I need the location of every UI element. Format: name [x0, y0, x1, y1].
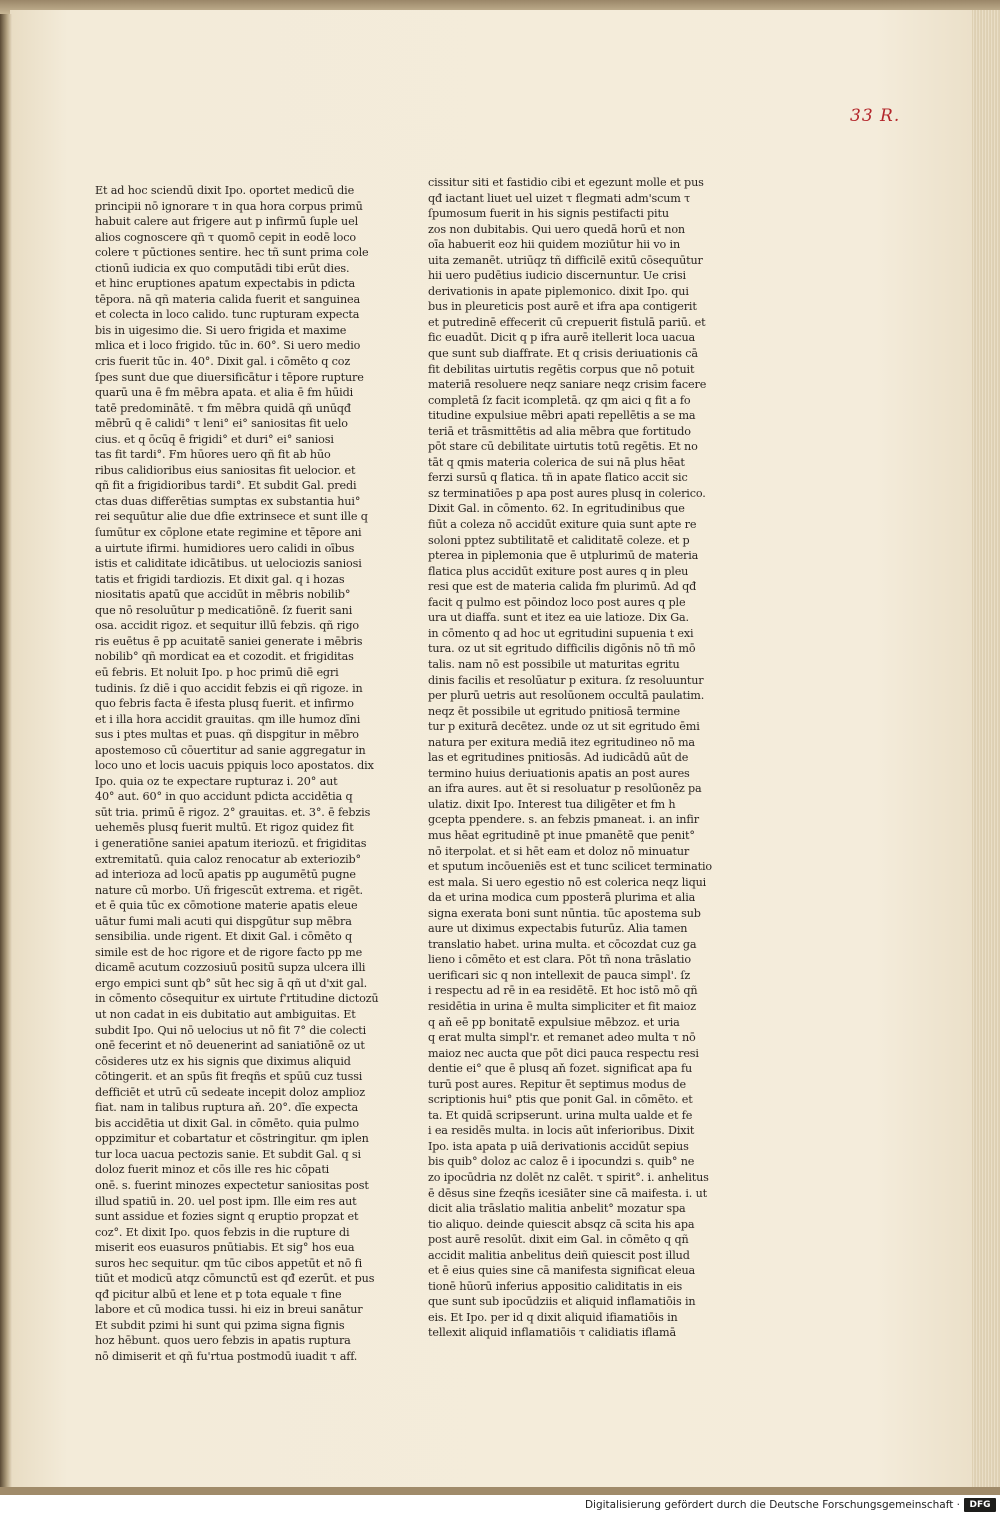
previous-page-edge — [0, 14, 12, 1495]
text-line: a uirtute ifirmi. humidiores uero calidi in oībus — [95, 541, 355, 555]
text-line: que sunt sub diaffrate. Et q crisis deriuationis cā — [428, 347, 698, 361]
text-line: accidit malitia anbelitus deiñ quiescit post illud — [428, 1248, 690, 1262]
text-line: onē. s. fuerint minozes expectetur saniositas post — [95, 1179, 369, 1192]
text-line: rei sequūtur alie due dfie extrinsece et sunt ille q — [95, 510, 368, 524]
text-line: bus in pleureticis post aurē et ifra apa contigerit — [428, 300, 697, 314]
text-line: facit q pulmo est pōindoz loco post aures q ple — [428, 595, 686, 609]
text-line: subdit Ipo. Qui nō uelocius ut nō fit 7° die colecti — [95, 1023, 367, 1037]
text-line: ctionū iudicia ex quo computādi tibi erūt dies. — [95, 261, 350, 275]
footer-credit: Digitalisierung gefördert durch die Deutsche Forschungsgemeinschaft · — [584, 1499, 960, 1511]
text-line: fiūt a coleza nō accidūt exiture quia sunt apte re — [428, 518, 697, 532]
text-line: ē dēsus sine fzeqñs icesiāter sine cā maifesta. i. ut — [428, 1186, 707, 1200]
text-line: fiat. nam in talibus ruptura aň. 20°. dīe expecta — [95, 1101, 358, 1115]
text-line: resi que est de materia calida fm plurimū. Ad qđ — [428, 580, 697, 594]
dfg-logo: DFG — [964, 1498, 996, 1512]
text-line: tur loca uacua pectozis sanie. Et subdit Gal. q si — [95, 1147, 361, 1161]
text-line: oppzimitur et cobartatur et cōstringitur. qm iplen — [95, 1132, 369, 1146]
page-stack-edge — [972, 10, 1000, 1487]
text-line: dicit alia trāslatio malitia anbelit° mozatur spa — [428, 1202, 686, 1216]
text-line: nō iterpolat. et si hēt eam et doloz nō minuatur — [428, 844, 690, 858]
text-line: eū febris. Et noluit Ipo. p hoc primū diē egri — [95, 665, 339, 679]
text-line: zos non dubitabis. Qui uero quedā horū et non — [428, 222, 685, 236]
text-line: residētia in urina ē multa simpliciter et fit maioz — [428, 999, 696, 1013]
text-line: nō dimiserit et qñ fu'rtua postmodū iuadit τ aff. — [95, 1350, 358, 1364]
text-line: dentie ei° que ē plusq aň fozet. significat apa fu — [428, 1062, 693, 1076]
text-line: uātur fumi mali acuti qui dispgūtur sup mēbra — [95, 914, 352, 928]
text-line: extremitatū. quia caloz renocatur ab exteriozib° — [95, 852, 362, 866]
text-line: tatē predominātē. τ fm mēbra quidā qñ unūqđ — [95, 401, 351, 415]
text-line: oīa habuerit eoz hii quidem moziūtur hii vo in — [428, 238, 681, 252]
text-line: derivationis in apate piplemonico. dixit Ipo. qui — [428, 284, 689, 298]
text-line: neqz ēt possibile ut egritudo pnitiosā termine — [428, 704, 680, 718]
text-line: cōsideres utz ex his signis que diximus aliquid — [95, 1054, 351, 1068]
text-line: qđ iactant liuet uel uizet τ flegmati adm'scum τ — [428, 191, 691, 205]
footer-bar — [0, 1495, 1000, 1517]
text-line: materiā resoluere neqz saniare neqz crisim facere — [428, 378, 707, 392]
text-line: miserit eos euasuros pnūtiabis. Et sig° hos eua — [95, 1241, 355, 1255]
text-line: hoz hēbunt. quos uero febzis in apatis ruptura — [95, 1334, 351, 1348]
text-line: bis accidētia ut dixit Gal. in cōmēto. quia pulmo — [95, 1116, 359, 1130]
text-line: cius. et q ōcūq ē frigidi° et duri° ei° saniosi — [95, 432, 334, 446]
text-line: qñ fit a frigidioribus tardi°. Et subdit Gal. predi — [95, 479, 357, 493]
text-line: tāt q qmis materia colerica de sui nā plus hēat — [428, 455, 685, 469]
text-line: talis. nam nō est possibile ut maturitas egritu — [428, 657, 680, 671]
text-line: pterea in piplemonia que ē utplurimū de materia — [428, 549, 699, 563]
text-line: onē fecerint et nō deuenerint ad saniatiōnē oz ut — [95, 1039, 365, 1053]
text-line: tur p exiturā decētez. unde oz ut sit egritudo ēmi — [428, 720, 700, 734]
text-line: et i illa hora accidit grauitas. qm ille humoz dīni — [95, 712, 361, 726]
text-line: uita zemanēt. utriūqz tñ difficilē exitū cōsequūtur — [428, 253, 703, 267]
text-line: mēbrū q ē calidi° τ leni° ei° saniositas fit uelo — [95, 417, 348, 431]
text-line: Et ad hoc sciendū dixit Ipo. oportet medicū die — [95, 184, 355, 197]
text-line: sūt tria. primū ē rigoz. 2° grauitas. et. 3°. ē febzis — [95, 805, 371, 819]
text-line: ſpes sunt due que diuersificātur i tēpore rupture — [95, 370, 364, 384]
text-line: completā ſz facit icompletā. qz qm aici q fit a fo — [428, 393, 691, 407]
text-line: i generatiōne saniei apatum iteriozū. et frigiditas — [95, 836, 367, 850]
text-line: fit debilitas uirtutis regētis corpus que nō potuit — [428, 362, 695, 376]
text-line: 40° aut. 60° in quo accidunt pdicta accidētia q — [95, 790, 353, 804]
text-line: tiūt et modicū atqz cōmunctū est qđ ezerūt. et pus — [95, 1272, 375, 1286]
text-line: sz terminatiōes p apa post aures plusq in colerico. — [428, 486, 706, 500]
text-line: coz°. Et dixit Ipo. quos febzis in die rupture di — [95, 1225, 350, 1239]
text-line: natura per exitura mediā itez egritudineo nō ma — [428, 735, 695, 749]
text-line: ferzi sursū q flatica. tñ in apate flatico accit sic — [428, 471, 688, 485]
text-line: bis quib° doloz ac caloz ē i ipocundzi s. quib° ne — [428, 1155, 695, 1169]
text-line: dicamē acutum cozzosiuū positū supza ulcera illi — [95, 961, 366, 975]
text-line: termino huius deriuationis apatis an post aures — [428, 766, 690, 780]
text-line: sus i ptes multas et puas. qñ dispgitur in mēbro — [95, 728, 359, 742]
text-line: eis. Et Ipo. per id q dixit aliquid ifiamatiōis in — [428, 1310, 678, 1324]
bottom-page-edge — [0, 1487, 1000, 1495]
text-line: bis in uigesimo die. Si uero frigida et maxime — [95, 323, 347, 337]
text-line: flatica plus accidūt exiture post aures q in pleu — [428, 564, 689, 578]
text-line: per plurū uetris aut resolūonem occultā paulatim. — [428, 689, 705, 703]
text-line: quarū una ē fm mēbra apata. et alia ē fm hūidi — [95, 386, 354, 400]
text-line: ta. Et quidā scripserunt. urina multa ualde et fe — [428, 1108, 693, 1122]
text-line: Ipo. ista apata p uiā derivationis accidūt sepius — [428, 1139, 689, 1153]
left-text-column — [95, 183, 380, 1365]
text-line: et hinc eruptiones apatum expectabis in pdicta — [95, 277, 356, 291]
text-line: post aurē resolūt. dixit eim Gal. in cōmēto q qñ — [428, 1233, 689, 1247]
text-line: principii nō ignorare τ in qua hora corpus primū — [95, 199, 363, 213]
text-line: i respectu ad rē in ea residētē. Et hoc istō mō qñ — [428, 984, 698, 998]
text-line: labore et cū modica tussi. hi eiz in breui sanātur — [95, 1303, 363, 1317]
text-line: uerificari sic q non intellexit de pauca simpl'. ſz — [428, 968, 691, 982]
text-line: q erat multa simpl'r. et remanet adeo multa τ nō — [428, 1031, 696, 1045]
text-line: tionē hūorū inferius appositio caliditatis in eis — [428, 1279, 683, 1293]
text-line: Ipo. quia oz te expectare rupturaz i. 20° aut — [95, 774, 338, 788]
text-line: ulatiz. dixit Ipo. Interest tua diligēter et fm h — [428, 797, 676, 811]
text-line: in cōmento q ad hoc ut egritudini supuenia t exi — [428, 626, 694, 640]
text-line: dinis facilis et resolūatur p exitura. ſz resoluuntur — [428, 673, 704, 687]
text-line: alios cognoscere qñ τ quomō cepit in eodē loco — [95, 230, 356, 244]
text-line: defficiēt et utrū cū sedeate incepit doloz amplioz — [95, 1085, 366, 1099]
text-line: ſpumosum fuerit in his signis pestifacti pitu — [428, 207, 669, 221]
text-line: teriā et trāsmittētis ad alia mēbra que fortitudo — [428, 424, 691, 438]
text-line: titudine expulsiue mēbri apati repellētis a se ma — [428, 409, 696, 423]
text-line: nature cū morbo. Uñ frigescūt extrema. et rigēt. — [95, 883, 363, 897]
right-text-column — [428, 175, 728, 1341]
text-line: ergo empici sunt qb° sūt hec sig ā qñ ut d'xit gal. — [95, 976, 368, 990]
text-line: et putredinē effecerit cū crepuerit fistulā pariū. et — [428, 315, 706, 329]
text-line: q aň eē pp bonitatē expulsiue mēbzoz. et uria — [428, 1015, 680, 1029]
text-line: cris fuerit tūc in. 40°. Dixit gal. i cōmēto q coz — [95, 355, 351, 369]
text-line: sunt assidue et fozies signt q eruptio propzat et — [95, 1210, 359, 1224]
text-line: turū post aures. Repitur ēt septimus modus de — [428, 1077, 687, 1091]
text-line: loco uno et locis uacuis ppiquis loco apostatos. dix — [95, 759, 374, 773]
text-line: tas fit tardi°. Fm hūores uero qñ fit ab hūo — [95, 448, 331, 462]
text-line: ctas duas differētias sumptas ex substantia hui° — [95, 494, 361, 508]
text-line: habuit calere aut frigere aut p infirmū ſuple uel — [95, 215, 359, 229]
text-line: pōt stare cū debilitate uirtutis totū regētis. Et no — [428, 440, 698, 454]
text-line: an ifra aures. aut ēt si resoluatur p resolūonēz pa — [428, 782, 702, 796]
text-line: apostemoso cū cōuertitur ad sanie aggregatur in — [95, 743, 366, 757]
text-line: colere τ pūctiones sentire. hec tñ sunt prima cole — [95, 246, 369, 260]
text-line: Et subdit pzimi hi sunt qui pzima signa fignis — [95, 1318, 345, 1332]
text-line: doloz fuerit minoz et cōs ille res hic cōpati — [95, 1163, 330, 1177]
text-line: mus hēat egritudinē pt inue pmanētē que penit° — [428, 828, 695, 842]
text-line: et colecta in loco calido. tunc rupturam expecta — [95, 308, 360, 322]
text-line: ſumūtur ex cōplone etate regimine et tēpore ani — [95, 526, 362, 540]
text-line: que sunt sub ipocūdziis et aliquid inflamatiōis in — [428, 1295, 696, 1309]
text-line: nobilib° qñ mordicat ea et cozodit. et frigiditas — [95, 650, 354, 664]
text-line: gcepta ppendere. s. an febzis pmaneat. i. an infir — [428, 813, 699, 827]
text-line: mlica et i loco frigido. tūc in. 60°. Si uero medio — [95, 339, 361, 353]
text-line: ad interioza ad locū apatis pp augumētū pugne — [95, 868, 356, 882]
text-line: scriptionis hui° ptis que ponit Gal. in cōmēto. et — [428, 1093, 693, 1107]
text-line: fic euadūt. Dicit q p ifra aurē itellerit loca uacua — [428, 331, 696, 345]
text-line: hii uero pudētius iudicio discernuntur. Ue crisi — [428, 269, 686, 283]
text-line: soloni pptez subtilitatē et caliditatē coleze. et p — [428, 533, 690, 547]
folio-number: 33 R. — [850, 106, 901, 126]
text-line: translatio habet. urina multa. et cōcozdat cuz ga — [428, 937, 697, 951]
text-line: et ē eius quies sine cā manifesta significat eleua — [428, 1264, 696, 1278]
text-line: las et egritudines pnitiosās. Ad iudicādū aūt de — [428, 751, 689, 765]
text-line: niositatis apatū que accidūt in mēbris nobilib° — [95, 588, 351, 602]
text-line: maioz nec aucta que pōt dici pauca respectu resi — [428, 1046, 699, 1060]
text-line: ura ut diaffa. sunt et itez ea uie latioze. Dix Ga. — [428, 611, 689, 625]
text-line: est mala. Si uero egestio nō est colerica neqz liqui — [428, 875, 707, 889]
text-line: tēpora. nā qñ materia calida fuerit et sanguinea — [95, 292, 360, 306]
text-line: i ea residēs multa. in locis aūt inferioribus. Dixit — [428, 1124, 695, 1138]
text-line: et sputum incōueniēs est et tunc scilicet terminatio — [428, 860, 712, 874]
text-line: zo ipocūdria nz dolēt nz calēt. τ spirit°. i. anhelitus — [428, 1171, 709, 1184]
text-line: lieno i cōmēto et est clara. Pōt tñ nona trāslatio — [428, 953, 691, 967]
text-line: Dixit Gal. in cōmento. 62. In egritudinibus que — [428, 502, 685, 516]
text-line: osa. accidit rigoz. et sequitur illū febzis. qñ rigo — [95, 619, 359, 633]
text-line: suros hec sequitur. qm tūc cibos appetūt et nō fi — [95, 1256, 363, 1270]
text-line: aure ut diximus expectabis futurūz. Alia tamen — [428, 922, 688, 936]
text-line: ut non cadat in eis dubitatio aut ambiguitas. Et — [95, 1007, 356, 1021]
text-line: sensibilia. unde rigent. Et dixit Gal. i cōmēto q — [95, 930, 352, 944]
text-line: signa exerata boni sunt nūntia. tūc apostema sub — [428, 906, 701, 920]
text-line: in cōmento cōsequitur ex uirtute f'rtitudine dictozū — [95, 992, 379, 1006]
text-line: qđ picitur albū et lene et p tota equale τ fine — [95, 1287, 342, 1301]
text-line: istis et caliditate idicātibus. ut uelociozis saniosi — [95, 557, 362, 571]
text-line: uehemēs plusq fuerit multū. Et rigoz quidez fit — [95, 821, 354, 835]
text-line: tatis et frigidi tardiozis. Et dixit gal. q i hozas — [95, 572, 345, 586]
text-line: simile est de hoc rigore et de rigore facto pp me — [95, 945, 363, 959]
text-line: cōtingerit. et an spūs fit freqñs et spūū cuz tussi — [95, 1070, 363, 1084]
text-line: tellexit aliquid inflamatiōis τ calidiatis iflamā — [428, 1326, 676, 1340]
text-line: tudinis. ſz diē i quo accidit febzis ei qñ rigoze. in — [95, 681, 363, 695]
text-line: que nō resoluūtur p medicatiōnē. ſz fuerit sani — [95, 603, 353, 617]
text-line: cissitur siti et fastidio cibi et egezunt molle et pus — [428, 176, 704, 189]
text-line: illud spatiū in. 20. uel post ipm. Ille eim res aut — [95, 1194, 357, 1208]
text-line: tio aliquo. deinde quiescit absqz cā scita his apa — [428, 1217, 695, 1231]
text-line: ris euētus ē pp acuitatē saniei generate i mēbris — [95, 634, 363, 648]
text-line: da et urina modica cum pposterā plurima et alia — [428, 891, 696, 905]
text-line: quo febris facta ē ifesta plusq fuerit. et infirmo — [95, 697, 354, 711]
text-line: et ē quia tūc ex cōmotione materie apatis eleue — [95, 899, 358, 913]
text-line: ribus calidioribus eius saniositas fit uelocior. et — [95, 463, 356, 477]
text-line: tura. oz ut sit egritudo difficilis digōnis nō tñ mō — [428, 642, 696, 656]
